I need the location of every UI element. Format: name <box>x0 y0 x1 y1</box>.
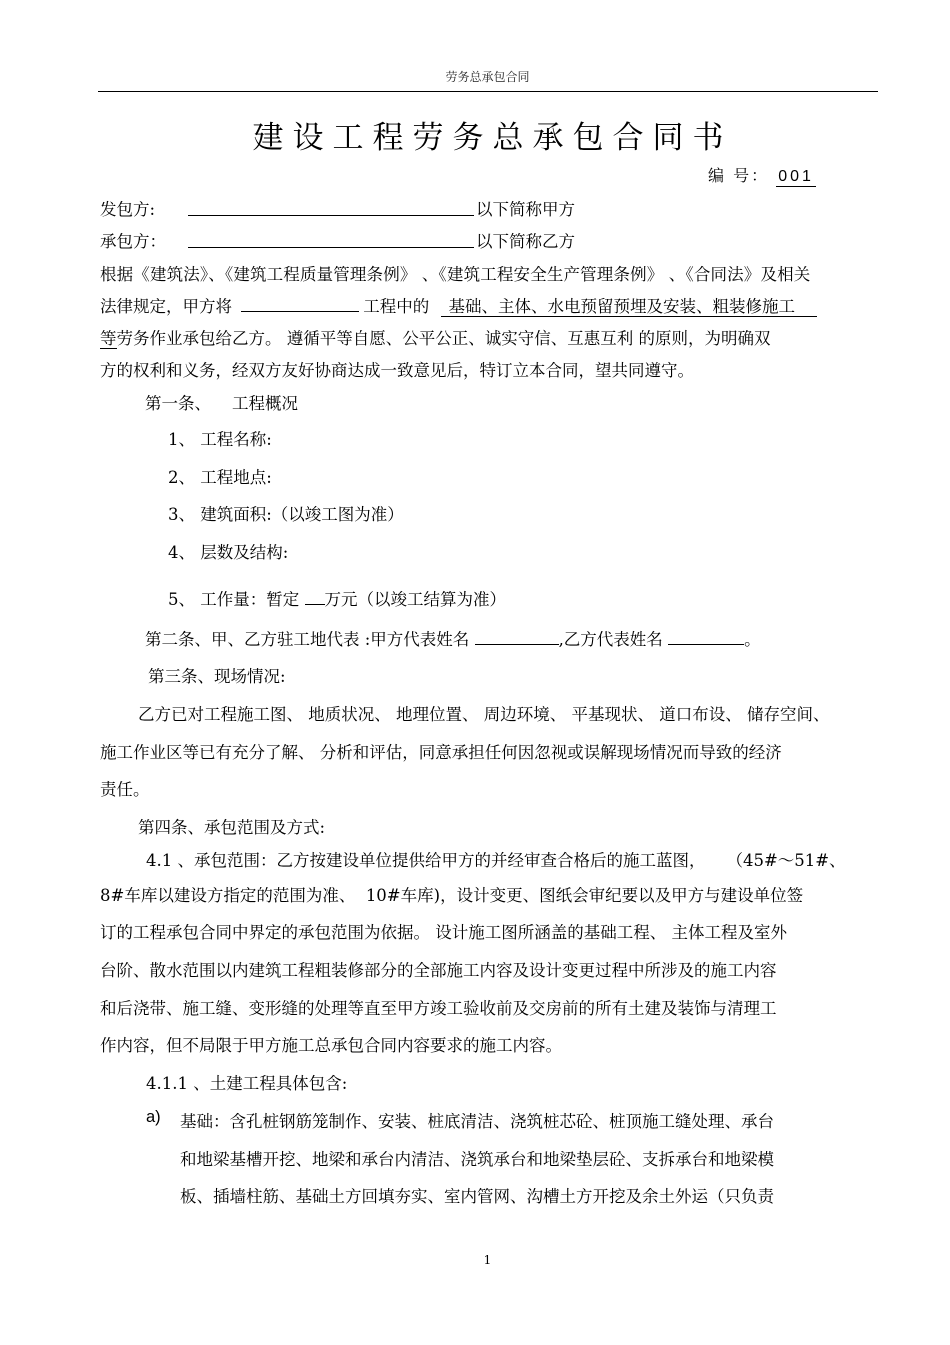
employer-suffix: 以下简称甲方 <box>476 200 575 219</box>
article-4-line-5: 和后浇带、施工缝、变形缝的处理等直至甲方竣工验收前及交房前的所有土建及装饰与清理工 <box>100 999 777 1018</box>
project-name-blank <box>241 295 359 313</box>
article-3-line-2: 施工作业区等已有充分了解、 分析和评估，同意承担任何因忽视或误解现场情况而导致的经济 <box>100 743 782 762</box>
article-1-item-3: 3、 建筑面积:（以竣工图为准） <box>168 505 404 524</box>
running-header: 劳务总承包合同 <box>445 70 530 84</box>
contractor-label: 承包方： <box>100 232 166 251</box>
article-1-item-5b: 万元（以竣工结算为准） <box>324 590 506 609</box>
scope-underlined: 基础、主体、水电预留预埋及安装、粗装修施工 <box>441 297 818 317</box>
article-2 <box>145 626 761 650</box>
preamble-line-3 <box>100 325 771 349</box>
header-rule <box>98 91 878 92</box>
article-1-item-2: 2、 工程地点: <box>168 468 272 487</box>
preamble-line-2 <box>100 293 817 317</box>
article-3-line-1: 乙方已对工程施工图、 地质状况、 地理位置、 周边环境、 平基现状、 道口布设、 储存空间、 <box>138 705 830 724</box>
article-4-line-6: 作内容，但不局限于甲方施工总承包合同内容要求的施工内容。 <box>100 1036 562 1055</box>
employer-rep-blank <box>475 628 559 646</box>
preamble-line-3a: 等 <box>100 329 117 348</box>
article-4-line-2: 8#车库以建设方指定的范围为准、 10#车库)，设计变更、图纸会审纪要以及甲方与建设单位签 <box>100 886 804 905</box>
contract-number-label: 编 号： <box>708 166 770 185</box>
article-1-item-5a: 5、 工作量：暂定 <box>168 590 305 609</box>
employer-blank <box>188 215 474 216</box>
contract-number <box>708 163 816 187</box>
article-1-item-5 <box>168 586 506 610</box>
preamble-line-1: 根据《建筑法》、《建筑工程质量管理条例》 、《建筑工程安全生产管理条例》 、《合同法》及相关 <box>100 265 811 284</box>
preamble-line-3b: 劳务作业承包给乙方。 遵循平等自愿、公平公正、诚实守信、互惠互利 的原则，为明确双 <box>116 329 771 348</box>
contractor-blank <box>188 247 474 248</box>
employer-label: 发包方: <box>100 200 156 219</box>
article-2b: ,乙方代表姓名 <box>558 630 669 649</box>
article-3-heading: 第三条、现场情况: <box>148 667 286 686</box>
article-1-heading: 第一条、 工程概况 <box>145 394 298 413</box>
item-a-line-1: 基础：含孔桩钢筋笼制作、安装、桩底清洁、浇筑桩芯砼、桩顶施工缝处理、承台 <box>180 1112 774 1131</box>
article-4-sub-heading: 4.1.1 、土建工程具体包含: <box>146 1074 348 1093</box>
article-1-item-1: 1、 工程名称: <box>168 430 272 449</box>
item-a-line-2: 和地梁基槽开挖、地梁和承台内清洁、浇筑承台和地梁垫层砼、支拆承台和地梁模 <box>180 1150 774 1169</box>
preamble-line-2a: 法律规定，甲方将 <box>100 297 232 316</box>
article-3-line-3: 责任。 <box>100 780 150 799</box>
article-4-line-4: 台阶、散水范围以内建筑工程粗装修部分的全部施工内容及设计变更过程中所涉及的施工内容 <box>100 961 777 980</box>
contractor-rep-blank <box>668 628 744 646</box>
article-4-line-1: 4.1 、承包范围：乙方按建设单位提供给甲方的并经审查合格后的施工蓝图， （45#～51#、 <box>146 851 846 870</box>
workload-blank <box>305 588 325 606</box>
contractor-suffix: 以下简称乙方 <box>476 232 575 251</box>
page-number: 1 <box>483 1253 492 1267</box>
preamble-line-2b: 工程中的 <box>363 297 430 316</box>
document-title: 建设工程劳务总承包合同书 <box>252 120 733 156</box>
article-1-item-4: 4、 层数及结构: <box>168 543 289 562</box>
item-a-line-3: 板、插墙柱筋、基础土方回填夯实、室内管网、沟槽土方开挖及余土外运（只负责 <box>180 1187 774 1206</box>
article-2a: 第二条、甲、乙方驻工地代表 :甲方代表姓名 <box>145 630 475 649</box>
article-2c: 。 <box>744 630 761 649</box>
article-4-line-3: 订的工程承包合同中界定的承包范围为依据。 设计施工图所涵盖的基础工程、 主体工程及室外 <box>100 923 787 942</box>
preamble-line-4: 方的权利和义务，经双方友好协商达成一致意见后，特订立本合同，望共同遵守。 <box>100 361 694 380</box>
item-a-marker: a) <box>146 1108 161 1126</box>
article-4-heading: 第四条、承包范围及方式: <box>138 818 326 837</box>
contract-number-value: 001 <box>778 168 814 185</box>
